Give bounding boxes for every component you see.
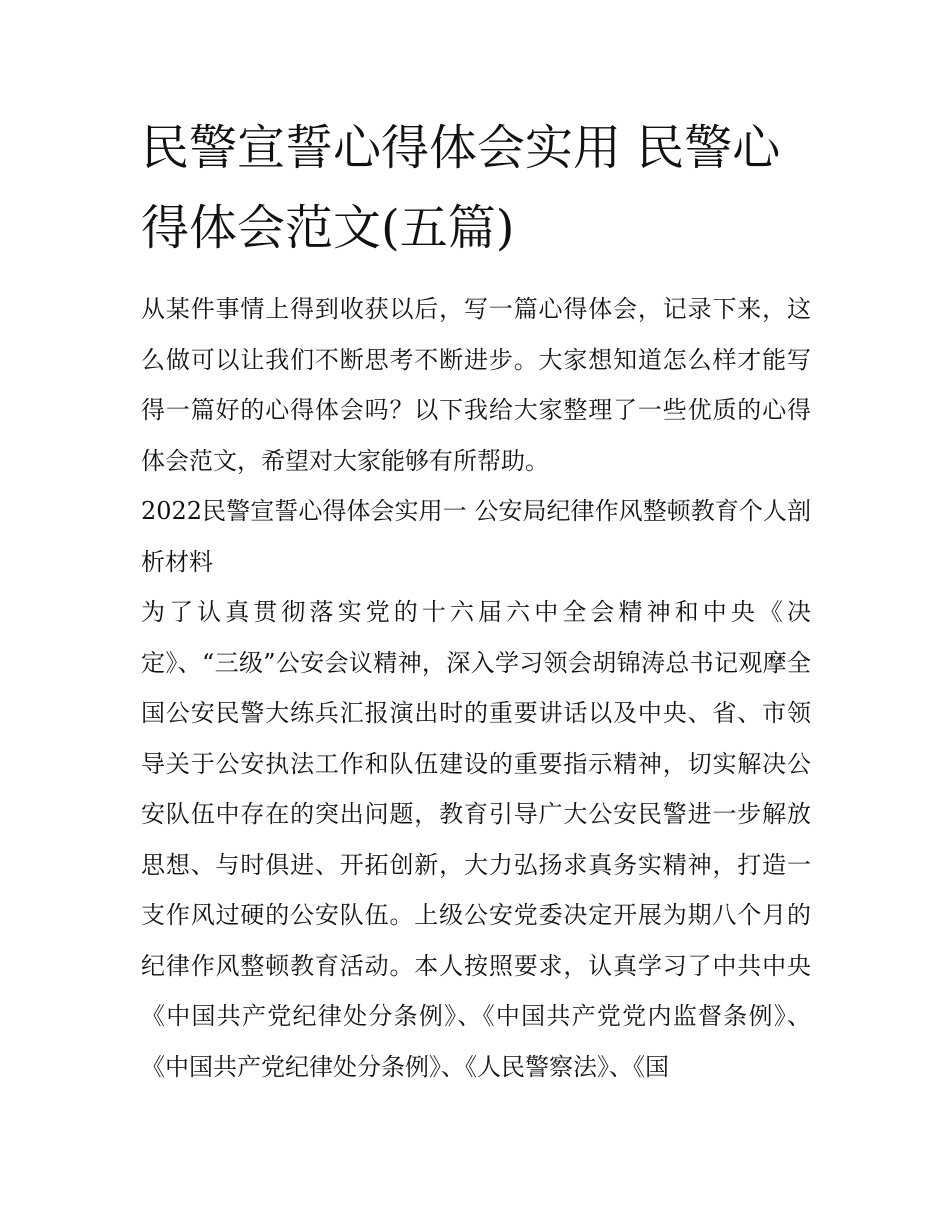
intro-paragraph: 从某件事情上得到收获以后，写一篇心得体会，记录下来，这么做可以让我们不断思考不断进步。大家想知道怎么样才能写得一篇好的心得体会吗？以下我给大家整理了一些优质的心得体会范文，希望对大家能够有所帮助。 [141, 295, 811, 475]
section-heading: 2022民警宣誓心得体会实用一 公安局纪律作风整顿教育个人剖析材料 [141, 497, 811, 576]
body-paragraph: 为了认真贯彻落实党的十六届六中全会精神和中央《决定》、“三级”公安会议精神，深入学习领会胡锦涛总书记观摩全国公安民警大练兵汇报演出时的重要讲话以及中央、省、市领导关于公安执法工作和队伍建设的重要指示精神，切实解决公安队伍中存在的突出问题，教育引导广大公安民警进一步解放思想、与时俱进、开拓创新，大力弘扬求真务实精神，打造一支作风过硬的公安队伍。上级公安党委决定开展为期八个月的纪律作风整顿教育活动。本人按照要求，认真学习了中共中央《中国共产党纪律处分条例》、《中国共产党党内监督条例》、《中国共产党纪律处分条例》、《人民警察法》、《国 [141, 598, 811, 1081]
document-title: 民警宣誓心得体会实用 民警心得体会范文(五篇) [141, 120, 781, 256]
document-page [141, 108, 811, 1092]
